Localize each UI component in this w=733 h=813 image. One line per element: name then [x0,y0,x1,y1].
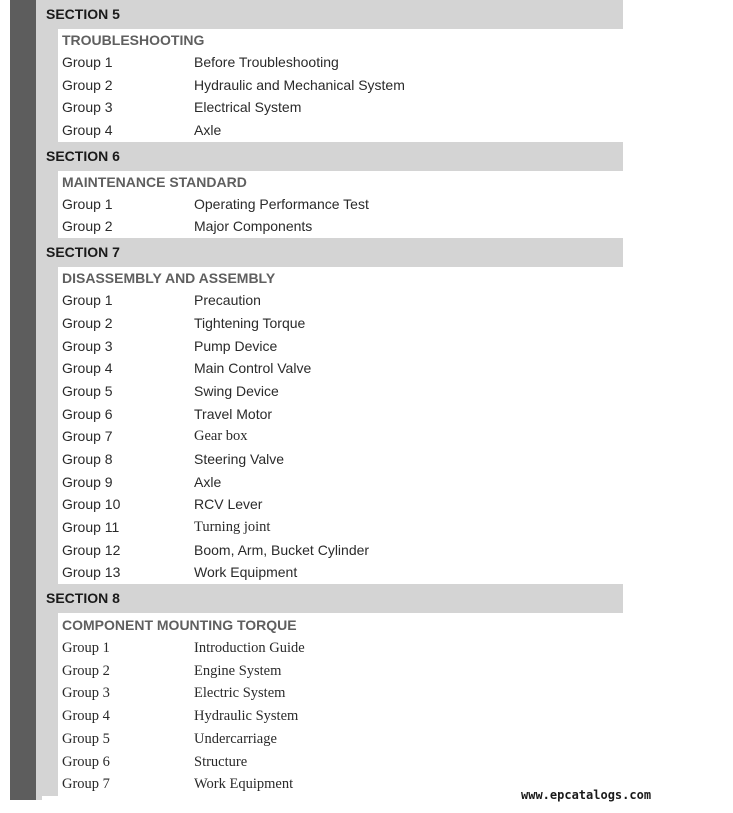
list-item [62,448,623,471]
list-item [62,357,623,380]
group-description: Tightening Torque [194,314,306,331]
list-item [62,516,623,539]
group-description: Hydraulic and Mechanical System [194,76,405,93]
group-number: Group 5 [62,730,110,747]
list-item [62,51,623,74]
table-of-contents [42,0,623,796]
group-description: Swing Device [194,382,279,399]
group-description: Before Troubleshooting [194,54,339,70]
group-number: Group 3 [62,99,113,116]
group-number: Group 1 [62,54,113,70]
list-item [62,335,623,358]
group-description: Electrical System [194,99,302,116]
group-description: Pump Device [194,337,278,354]
list-item [62,193,623,216]
group-number: Group 10 [62,496,121,513]
group-number: Group 8 [62,450,113,467]
watermark-text: www.epcatalogs.com [521,788,652,802]
group-description: Gear box [194,428,248,445]
section-7 [42,238,623,584]
section-6 [42,142,623,238]
group-number: Group 7 [62,428,113,445]
section-body [42,171,623,238]
group-description: Steering Valve [194,450,285,467]
list-item [62,119,623,142]
group-description: Turning joint [194,519,271,535]
group-description: Work Equipment [194,564,298,581]
group-number: Group 6 [62,405,113,422]
group-number: Group 1 [62,195,113,212]
list-item [62,682,623,705]
section-body [42,267,623,584]
group-description: Axle [194,473,222,490]
group-number: Group 5 [62,382,113,399]
group-number: Group 1 [62,292,113,309]
group-number: Group 4 [62,708,110,725]
section-header: SECTION 8 [42,584,623,613]
section-title: COMPONENT MOUNTING TORQUE [62,617,297,634]
group-number: Group 3 [62,337,113,354]
list-item [62,637,623,660]
list-item [62,471,623,494]
group-number: Group 2 [62,662,110,679]
group-description: Work Equipment [194,776,294,793]
section-header: SECTION 6 [42,142,623,171]
section-header: SECTION 5 [42,0,623,29]
list-item [62,96,623,119]
group-number: Group 3 [62,685,110,702]
group-description: Electric System [194,685,286,702]
list-item [62,380,623,403]
list-item [62,403,623,426]
section-header: SECTION 7 [42,238,623,267]
list-item [62,74,623,97]
list-item [62,312,623,335]
section-8 [42,584,623,796]
group-number: Group 4 [62,122,113,139]
group-number: Group 2 [62,76,113,93]
section-title: MAINTENANCE STANDARD [62,173,247,190]
section-title: TROUBLESHOOTING [62,32,205,48]
list-item [62,215,623,238]
group-description: Axle [194,122,222,139]
group-description: RCV Lever [194,496,263,513]
group-description: Main Control Valve [194,360,312,377]
group-description: Hydraulic System [194,708,299,725]
group-number: Group 11 [62,519,120,535]
group-number: Group 7 [62,776,110,793]
group-description: Structure [194,753,248,770]
list-item [62,705,623,728]
group-description: Introduction Guide [194,640,305,657]
list-item [62,660,623,683]
list-item [62,425,623,448]
section-body [42,29,623,142]
section-title: DISASSEMBLY AND ASSEMBLY [62,270,276,287]
list-item [62,751,623,774]
group-number: Group 2 [62,314,113,331]
left-margin-bar [10,0,36,800]
group-description: Boom, Arm, Bucket Cylinder [194,541,370,558]
group-number: Group 6 [62,753,110,770]
group-number: Group 4 [62,360,113,377]
group-number: Group 2 [62,218,113,235]
group-description: Precaution [194,292,261,309]
group-description: Operating Performance Test [194,195,369,212]
section-5 [42,0,623,142]
group-description: Engine System [194,662,282,679]
group-number: Group 13 [62,564,121,581]
list-item [62,289,623,312]
group-number: Group 1 [62,640,110,657]
section-body [42,613,623,796]
list-item [62,561,623,584]
group-description: Major Components [194,218,313,235]
list-item [62,493,623,516]
list-item [62,539,623,562]
group-number: Group 9 [62,473,113,490]
list-item [62,728,623,751]
group-number: Group 12 [62,541,121,558]
group-description: Travel Motor [194,405,273,422]
group-description: Undercarriage [194,730,277,747]
